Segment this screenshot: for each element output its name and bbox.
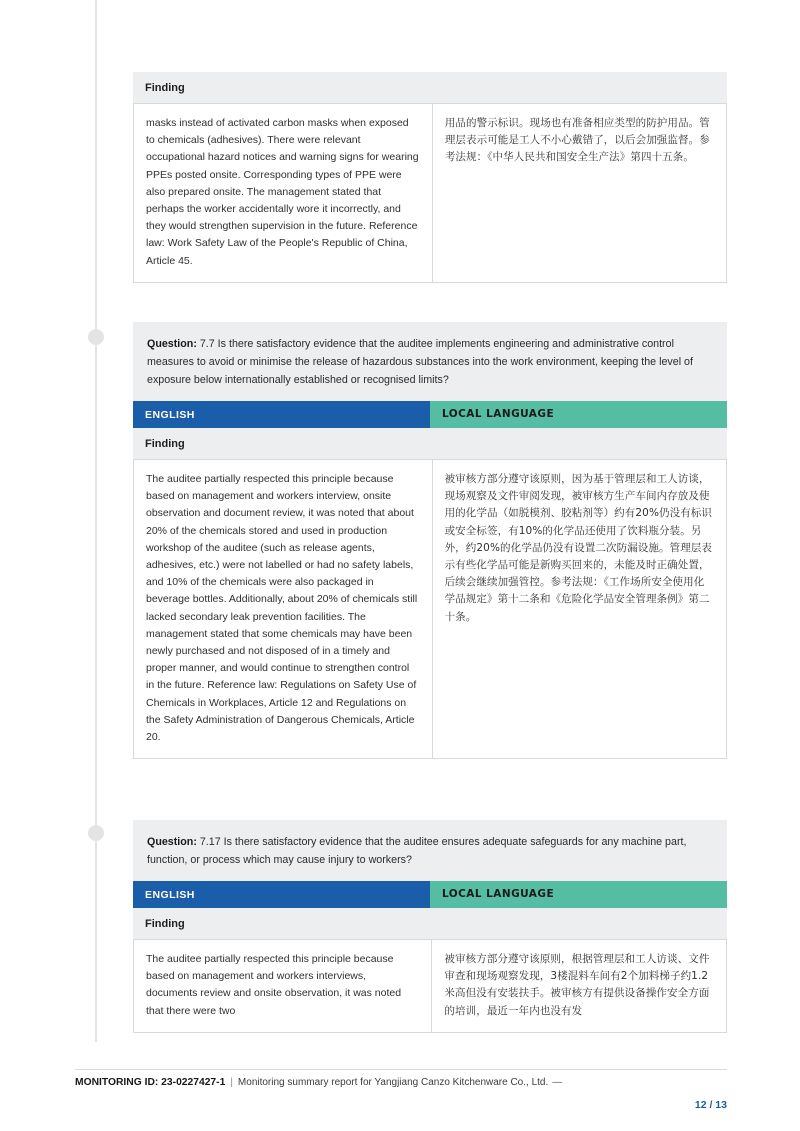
- language-header-english: ENGLISH: [133, 401, 430, 428]
- finding-table-7-7: [133, 459, 727, 759]
- finding-header-7-7: Finding: [133, 428, 727, 459]
- footer-dash: —: [552, 1077, 563, 1088]
- question-label: Question:: [147, 836, 197, 848]
- finding-english-text: masks instead of activated carbon masks when exposed to chemicals (adhesives). There were relevant occupational hazard notices and warning signs for wearing PPEs posted onsite. Corresponding types of PPE were also prepared onsite. The management stated that perhaps the worker accidentally wore it incorrectly, and they would strengthen supervision in the future. Reference law: Work Safety Law of the People's Republic of China, Article 45.: [134, 104, 433, 283]
- question-block-7-17: [133, 820, 727, 881]
- finding-english-text: The auditee partially respected this principle because based on management and workers interviews, documents review and onsite observation, it was noted that there were two: [134, 940, 432, 1033]
- page-footer: [75, 1077, 727, 1111]
- finding-local-text: 被审核方部分遵守该原则，根据管理层和工人访谈、文件审查和现场观察发现，3楼混料车间有2个加料梯子约1.2米高但没有安装扶手。被审核方有提供设备操作安全方面的培训，最近一年内也没有发: [432, 940, 727, 1033]
- finding-header-continued: Finding: [133, 72, 727, 103]
- table-row: [134, 940, 727, 1033]
- section-question-7-7: [133, 322, 727, 759]
- language-header-english: ENGLISH: [133, 881, 430, 908]
- timeline-dot-question-7-17: [88, 825, 104, 841]
- footer-divider: [75, 1069, 727, 1070]
- section-question-7-17: [133, 820, 727, 1033]
- footer-separator: |: [230, 1077, 233, 1088]
- report-title: Monitoring summary report for Yangjiang Canzo Kitchenware Co., Ltd.: [237, 1077, 549, 1088]
- timeline-dot-question-7-7: [88, 329, 104, 345]
- finding-table-7-17: [133, 939, 727, 1033]
- finding-table-continued: [133, 103, 727, 283]
- finding-english-text: The auditee partially respected this principle because based on management and workers interview, onsite observation and document review, it was noted that about 20% of the chemicals stored and used in production workshop of the auditee (such as release agents, adhesives, etc.) were not labelled or had no safety labels, and 10% of the chemicals were also packaged in beverage bottles. Additionally, about 20% of chemicals still lacked secondary leak prevention facilities. The management stated that some chemicals may have been newly purchased and not disposed of in a timely and proper manner, and would continue to strengthen control in the future. Reference law: Regulations on Safety Use of Chemicals in Workplaces, Article 12 and Regulations on the Safety Administration of Dangerous Chemicals, Article 20.: [134, 460, 433, 759]
- finding-local-text: 被审核方部分遵守该原则，因为基于管理层和工人访谈，现场观察及文件审阅发现，被审核方生产车间内存放及使用的化学品（如脱模剂、胶粘剂等）约有20%仍没有标识或安全标签，有10%的化学品还使用了饮料瓶分装。另外，约20%的化学品仍没有设置二次防漏设施。管理层表示有些化学品可能是新购买回来的，未能及时正确处置，后续会继续加强管控。参考法规：《工作场所安全使用化学品规定》第十二条和《危险化学品安全管理条例》第二十条。: [432, 460, 726, 759]
- table-row: [134, 104, 727, 283]
- language-header-bar-7-17: [133, 881, 727, 908]
- language-header-bar-7-7: [133, 401, 727, 428]
- question-block-7-7: [133, 322, 727, 401]
- finding-header-7-17: Finding: [133, 908, 727, 939]
- page-number: 12 / 13: [694, 1099, 727, 1111]
- section-continued-finding: [133, 72, 727, 283]
- table-row: [134, 460, 727, 759]
- question-text: 7.17 Is there satisfactory evidence that the auditee ensures adequate safeguards for any machine part, function, or process which may cause injury to workers?: [147, 836, 687, 866]
- finding-local-text: 用品的警示标识。现场也有准备相应类型的防护用品。管理层表示可能是工人不小心戴错了，以后会加强监督。参考法规：《中华人民共和国安全生产法》第四十五条。: [432, 104, 726, 283]
- question-text: 7.7 Is there satisfactory evidence that the auditee implements engineering and administrative control measures to avoid or minimise the release of hazardous substances into the work environment, keeping the level of exposure below internationally established or recognised limits?: [147, 338, 693, 386]
- monitoring-id: MONITORING ID: 23-0227427-1: [75, 1077, 226, 1088]
- language-header-local: LOCAL LANGUAGE: [430, 881, 727, 908]
- question-label: Question:: [147, 338, 197, 350]
- language-header-local: LOCAL LANGUAGE: [430, 401, 727, 428]
- timeline-rail: [95, 0, 97, 1042]
